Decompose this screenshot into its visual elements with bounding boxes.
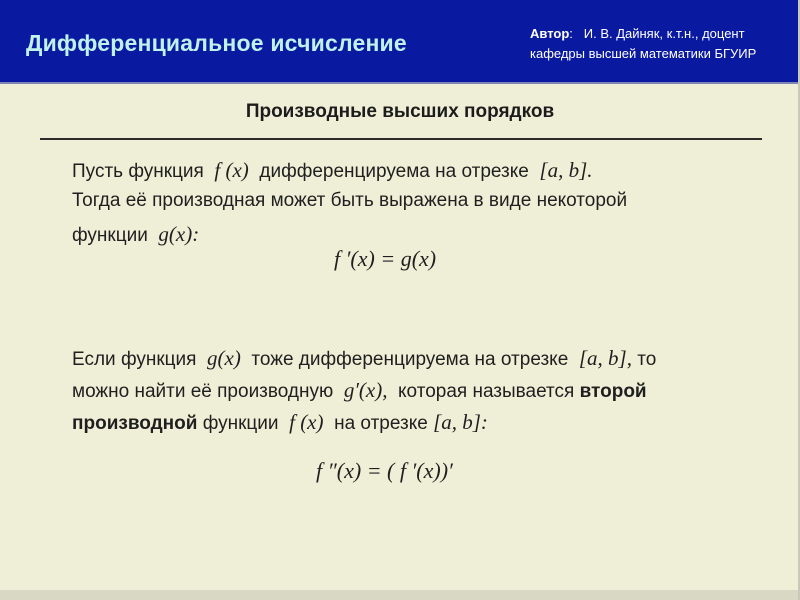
p2-segment-2: [a, b]:	[433, 410, 488, 434]
p2-line-1	[72, 346, 656, 371]
author-line-1: Автор: И. В. Дайняк, к.т.н., доцент	[530, 26, 745, 41]
p2-segment: [a, b],	[578, 346, 632, 370]
author-block	[530, 24, 756, 64]
p2-line-2	[72, 378, 647, 403]
p2-text-a: Если функция	[72, 349, 197, 370]
p2-text-e: которая называется	[398, 381, 575, 402]
p2-text-g: на отрезке	[334, 413, 428, 434]
formula-second-derivative: f ″(x) = ( f ′(x))′	[316, 458, 453, 483]
p1-function-g: g(x):	[158, 222, 200, 246]
title-divider	[40, 138, 762, 140]
author-name: И. В. Дайняк, к.т.н., доцент	[583, 26, 745, 41]
p2-bold-second: второй	[579, 381, 647, 402]
p2-text-c: то	[637, 349, 657, 370]
p2-text-d: можно найти её производную	[72, 381, 334, 402]
p1-segment: [a, b].	[539, 158, 593, 182]
author-label: Автор	[530, 26, 570, 41]
p1-text-c: функции	[72, 225, 148, 246]
bottom-bar	[0, 590, 800, 600]
p1-function-f: f (x)	[214, 158, 249, 182]
course-title: Дифференциальное исчисление	[26, 30, 407, 56]
p1-text-b: дифференцируема на отрезке	[259, 161, 529, 182]
p1-line-3	[72, 222, 199, 247]
section-title: Производные высших порядков	[245, 101, 555, 122]
p2-line-3	[72, 410, 488, 435]
formula-first-derivative: f ′(x) = g(x)	[334, 246, 437, 271]
p2-text-b: тоже дифференцируема на отрезке	[251, 349, 569, 370]
p2-bold-derivative: производной	[72, 413, 198, 434]
p1-line-2: Тогда её производная может быть выражена в виде некоторой	[72, 190, 628, 211]
p2-derivative-g: g′(x),	[343, 378, 388, 402]
p1-text-a: Пусть функция	[72, 161, 204, 182]
p2-function-g: g(x)	[207, 346, 241, 370]
header-bar	[0, 0, 800, 84]
p1-line-1	[72, 158, 593, 183]
p2-function-f: f (x)	[289, 410, 324, 434]
p2-text-f: функции	[202, 413, 279, 434]
author-line-2: кафедры высшей математики БГУИР	[530, 46, 757, 61]
